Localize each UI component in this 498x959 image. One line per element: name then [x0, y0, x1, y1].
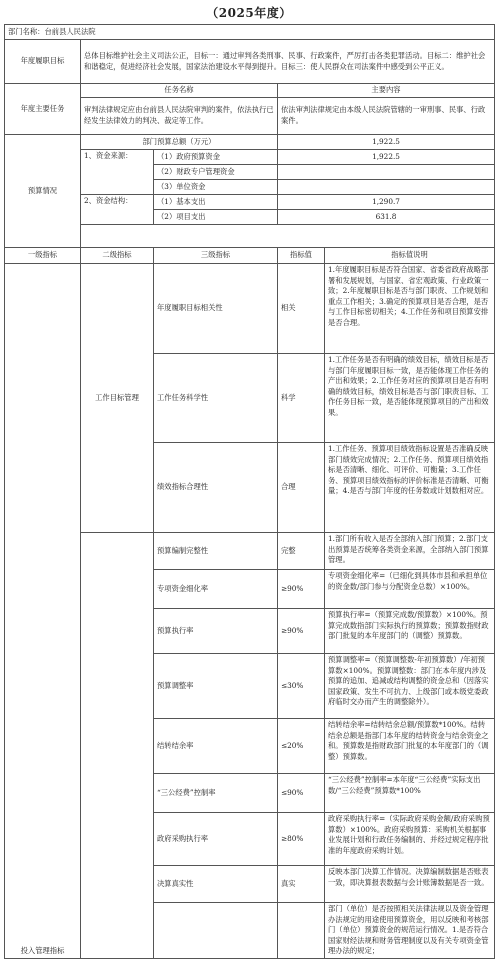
budget-total-label: 部门预算总额（万元） [81, 135, 278, 150]
level3-indicator: 年度履职目标相关性 [154, 264, 278, 354]
indicator-desc: 1.工作任务是否有明确的绩效目标，绩效目标是否与部门年度履职目标一致，是否能体现工作任务的产出和效果；2.工作任务对应的预算项目是否有明确的绩效目标，绩效目标是否与部门职责目标、工作任务目标一致，是否能体现预算项目的产出和效果。 [325, 354, 495, 443]
task-name: 审判法律规定应由台前县人民法院审判的案件，依法执行已经发生法律效力的判决、裁定等工作。 [81, 98, 278, 135]
level2-indicator: 工作目标管理 [81, 264, 154, 533]
indicator-desc: 1.年度履职目标是否符合国家、省委省政府战略部署和发展规划，与国家、省宏观政策、行业政策一致；2.年度履职目标是否与部门职责、工作规划和重点工作相关；3.确定的预算项目是否合理，是否与工作目标密切相关；4.工作任务和项目预算安排是否合理。 [325, 264, 495, 354]
task-content-header: 主要内容 [278, 84, 495, 98]
indicator-desc: 结转结余率=结转结余总额/预算数*100%。结转结余总额是指部门本年度的结转资金与结余资金之和。预算数是指财政部门批复的本年度部门的（调整）预算数。 [325, 719, 495, 774]
level3-indicator: 预算执行率 [154, 609, 278, 654]
indicator-desc: 预算调整率=（预算调整数-年初预算数）/年初预算数×100%。预算调整数：部门在本年度内涉及预算的追加、追减或结构调整的资金总和（因落实国家政策、发生不可抗力、上级部门或本级党委政府临时交办而产生的调整除外）。 [325, 654, 495, 719]
annual-target-text: 总体目标维护社会主义司法公正，目标一：通过审判各类刑事、民事、行政案件，严厉打击各类犯罪活动。目标二：维护社会和谐稳定，促进经济社会发展，国家法治建设水平得到提升。目标三：使人民群众在司法案件中感受到公平正义。 [81, 40, 495, 84]
budget-label: 预算情况 [5, 135, 81, 248]
level3-indicator: 政府采购执行率 [154, 813, 278, 866]
indicator-value: 科学 [278, 354, 325, 443]
level2-indicator [81, 533, 154, 959]
indicator-value: ≥80% [278, 813, 325, 866]
budget-source-item: （1）政府预算资金 [154, 150, 278, 165]
budget-spacer [81, 225, 495, 248]
task-content: 依法审判法律规定由本级人民法院管辖的一审刑事、民事、行政案件。 [278, 98, 495, 135]
budget-structure-value: 631.8 [278, 210, 495, 225]
budget-structure-item: （1）基本支出 [154, 195, 278, 210]
dept-name: 部门名称：台前县人民法院 [5, 25, 495, 40]
dept-row [5, 25, 495, 40]
indicator-desc: 1.工作任务、预算项目绩效指标设置是否准确反映部门绩效完成情况；2.工作任务、预算项目绩效指标是否清晰、细化、可评价、可衡量；3.工作任务、预算项目绩效指标的评价标准是否清晰、可衡量；4.是否与部门年度的任务数或计划数相对应。 [325, 443, 495, 533]
main-task-header-row [5, 84, 495, 98]
indicator-desc: 专项资金细化率=（已细化到具体市县和承担单位的资金数/部门参与分配资金总数）×100%。 [325, 570, 495, 609]
level3-indicator: 结转结余率 [154, 719, 278, 774]
budget-source-value [278, 165, 495, 180]
annual-target-row [5, 40, 495, 84]
level3-indicator: 工作任务科学性 [154, 354, 278, 443]
level3-indicator [154, 903, 278, 959]
indicator-value: ≤20% [278, 719, 325, 774]
budget-source-label: 1、资金来源： [81, 150, 154, 195]
budget-source-item: （2）财政专户管理资金 [154, 165, 278, 180]
budget-structure-value: 1,290.7 [278, 195, 495, 210]
task-name-header: 任务名称 [81, 84, 278, 98]
page-title: （2025年度） [206, 6, 292, 20]
indicator-value: 相关 [278, 264, 325, 354]
indicator-desc: 反映本部门决算工作情况。决算编制数据是否账表一致，即决算报表数据与会计账簿数据是否一致。 [325, 866, 495, 903]
indicator-value [278, 903, 325, 959]
indicator-desc: “三公经费”控制率=本年度“三公经费”实际支出数/“三公经费”预算数*100% [325, 774, 495, 813]
header-desc: 指标值说明 [325, 248, 495, 264]
level3-indicator: 专项资金细化率 [154, 570, 278, 609]
header-level3: 三级指标 [154, 248, 278, 264]
indicator-desc: 1.部门所有收入是否全部纳入部门预算；2.部门支出预算是否统筹各类资金来源，全部纳入部门预算管理。 [325, 533, 495, 570]
indicator-desc: 部门（单位）是否按照相关法律法规以及资金管理办法规定的用途使用预算资金，用以反映和考核部门（单位）预算资金的规范运行情况。1.是否符合国家财经法规和财务管理制度以及有关专项资金管理办法的规定； [325, 903, 495, 959]
indicator-header-row [5, 248, 495, 264]
budget-source-value: 1,922.5 [278, 150, 495, 165]
annual-target-label: 年度履职目标 [5, 40, 81, 84]
main-tasks-label: 年度主要任务 [5, 84, 81, 135]
indicator-value: 真实 [278, 866, 325, 903]
level3-indicator: 绩效指标合理性 [154, 443, 278, 533]
indicator-value: 完整 [278, 533, 325, 570]
indicator-value: ≥90% [278, 570, 325, 609]
header-level2: 二级指标 [81, 248, 154, 264]
header-value: 指标值 [278, 248, 325, 264]
level3-indicator: “三公经费”控制率 [154, 774, 278, 813]
indicator-value: 合理 [278, 443, 325, 533]
budget-source-value [278, 180, 495, 195]
level3-indicator: 预算编制完整性 [154, 533, 278, 570]
budget-structure-label: 2、资金结构： [81, 195, 154, 225]
indicator-value: ≤90% [278, 774, 325, 813]
indicator-desc: 预算执行率=（预算完成数/预算数）×100%。预算完成数指部门实际执行的预算数；预算数指财政部门批复的本年度部门的（调整）预算数。 [325, 609, 495, 654]
indicator-desc: 政府采购执行率=（实际政府采购金额/政府采购预算数）×100%。政府采购预算：采购机关根据事业发展计划和行政任务编制的、并经过规定程序批准的年度政府采购计划。 [325, 813, 495, 866]
level1-indicator: 投入管理指标 [5, 264, 81, 959]
budget-total-value: 1,922.5 [278, 135, 495, 150]
level3-indicator: 决算真实性 [154, 866, 278, 903]
indicator-value: ≤30% [278, 654, 325, 719]
indicator-value: ≥90% [278, 609, 325, 654]
budget-source-item: （3）单位资金 [154, 180, 278, 195]
level3-indicator: 预算调整率 [154, 654, 278, 719]
budget-structure-item: （2）项目支出 [154, 210, 278, 225]
performance-target-table [4, 24, 495, 959]
indicator-row [5, 264, 495, 354]
budget-total-row [5, 135, 495, 150]
header-level1: 一级指标 [5, 248, 81, 264]
